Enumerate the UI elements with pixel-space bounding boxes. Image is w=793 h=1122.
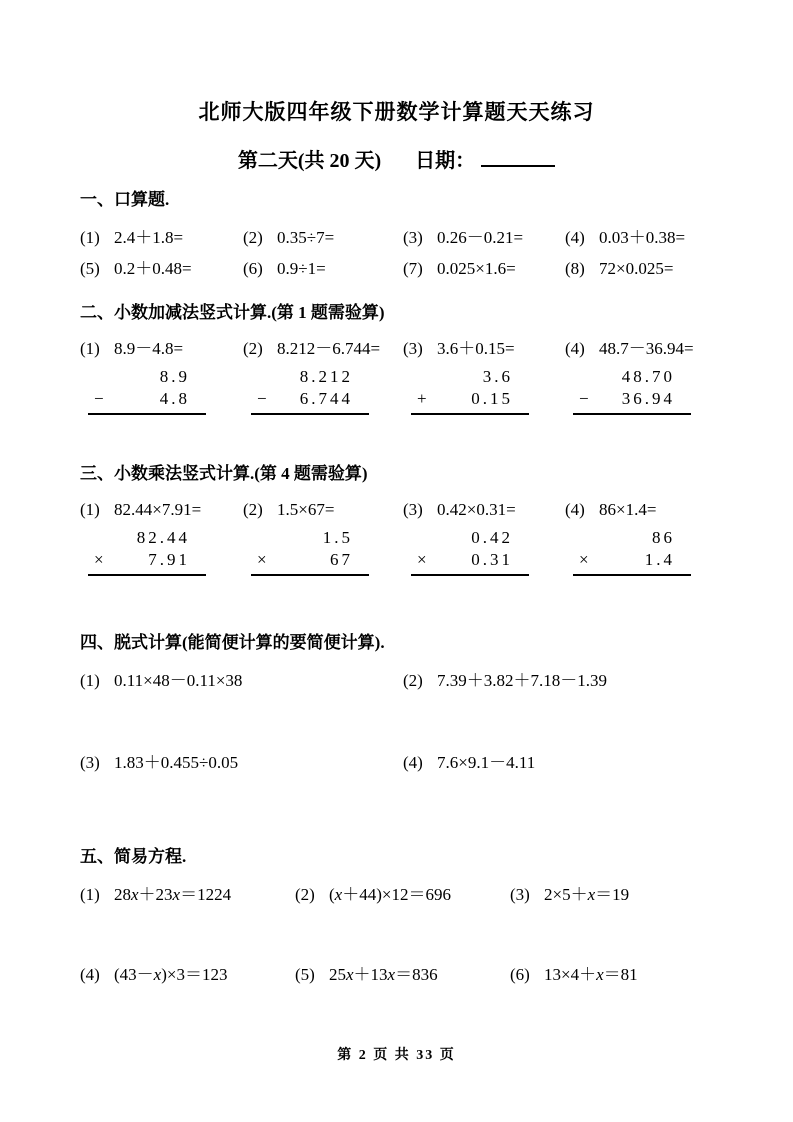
vcalc-bottom-row (411, 388, 529, 415)
problem-number: (4) (565, 339, 585, 358)
vcalc-operator: − (257, 389, 267, 408)
problem (80, 499, 243, 521)
vcalc-bottom-number: 4.8 (159, 389, 190, 408)
oral-row-2 (80, 258, 720, 280)
problem-number: (3) (403, 228, 423, 247)
problem (403, 227, 565, 249)
problem-expression: 0.2＋0.48= (114, 259, 192, 278)
problem-expression: 7.39＋3.82＋7.18－1.39 (437, 671, 607, 690)
problem (80, 227, 243, 249)
problem-number: (2) (243, 500, 263, 519)
problem-number: (1) (80, 671, 100, 690)
problem (243, 258, 403, 280)
vertical-calc-cell (565, 366, 720, 415)
problem-expression: 25x＋13x＝836 (329, 965, 438, 984)
vcalc-operator: + (417, 389, 427, 408)
problem (510, 884, 720, 906)
vcalc-bottom-row (573, 388, 691, 415)
problem-expression: 2.4＋1.8= (114, 228, 184, 247)
section-heading-mult: 三、小数乘法竖式计算.(第 4 题需验算) (80, 464, 368, 483)
problem-number: (1) (80, 339, 100, 358)
problem (80, 338, 243, 360)
vcalc-bottom-row (88, 549, 206, 576)
problem-expression: 0.11×48－0.11×38 (114, 671, 243, 690)
day-counter: 第二天(共 20 天) (237, 150, 382, 172)
problem-number: (5) (80, 259, 100, 278)
vcalc-operator: × (257, 550, 267, 569)
problem-expression: 0.025×1.6= (437, 259, 516, 278)
problem-expression: 0.42×0.31= (437, 500, 516, 519)
oral-row-1 (80, 227, 720, 249)
problem-expression: 0.26－0.21= (437, 228, 524, 247)
problem-number: (2) (243, 339, 263, 358)
vcalc-bottom-number: 1.4 (644, 550, 675, 569)
problem-expression: 2×5＋x＝19 (544, 885, 630, 904)
problem-expression: 1.5×67= (277, 500, 335, 519)
date-blank-line (481, 147, 555, 167)
vcalc-top-number: 8.212 (299, 367, 353, 386)
stepwise-row-1 (80, 670, 720, 692)
vertical-calculation (251, 527, 369, 576)
problem (403, 752, 720, 774)
mult-problems-row (80, 499, 720, 521)
vcalc-bottom-number: 67 (330, 550, 353, 569)
problem-number: (7) (403, 259, 423, 278)
vertical-calculation (88, 366, 206, 415)
vcalc-bottom-number: 7.91 (148, 550, 190, 569)
vcalc-bottom-number: 0.15 (471, 389, 513, 408)
problem-number: (2) (243, 228, 263, 247)
problem-number: (4) (403, 753, 423, 772)
problem-expression: 82.44×7.91= (114, 500, 202, 519)
vcalc-top-number: 86 (652, 528, 675, 547)
problem (565, 338, 720, 360)
problem-expression: 8.212－6.744= (277, 339, 381, 358)
page-number-footer: 第 2 页 共 33 页 (337, 1048, 456, 1063)
problem-number: (4) (80, 965, 100, 984)
vcalc-top-number: 3.6 (482, 367, 513, 386)
vcalc-operator: − (579, 389, 589, 408)
addsub-problems-row (80, 338, 720, 360)
vertical-calculation (573, 366, 691, 415)
vertical-calc-cell (243, 366, 403, 415)
problem (565, 499, 720, 521)
problem-number: (6) (510, 965, 530, 984)
vertical-calc-cell (403, 366, 565, 415)
section-heading-stepwise: 四、脱式计算(能简便计算的要简便计算). (80, 633, 385, 652)
problem (403, 258, 565, 280)
problem-number: (1) (80, 228, 100, 247)
problem-expression: 0.35÷7= (277, 228, 335, 247)
vertical-calculation (251, 366, 369, 415)
page-title: 北师大版四年级下册数学计算题天天练习 (198, 100, 595, 124)
problem-expression: 0.03＋0.38= (599, 228, 686, 247)
vcalc-top-number: 48.70 (621, 367, 675, 386)
vcalc-bottom-row (411, 549, 529, 576)
vertical-calculation (88, 527, 206, 576)
vertical-calc-cell (80, 527, 243, 576)
problem (403, 670, 720, 692)
equations-row-1 (80, 884, 720, 906)
vcalc-bottom-row (251, 388, 369, 415)
vcalc-operator: − (94, 389, 104, 408)
vcalc-bottom-number: 0.31 (471, 550, 513, 569)
problem-expression: (43－x)×3＝123 (114, 965, 228, 984)
problem (243, 227, 403, 249)
section-heading-addsub: 二、小数加减法竖式计算.(第 1 题需验算) (80, 303, 385, 322)
stepwise-row-2 (80, 752, 720, 774)
vcalc-bottom-row (573, 549, 691, 576)
problem-number: (5) (295, 965, 315, 984)
vcalc-operator: × (417, 550, 427, 569)
problem (80, 258, 243, 280)
problem-number: (4) (565, 228, 585, 247)
problem (565, 227, 720, 249)
problem-expression: 86×1.4= (599, 500, 657, 519)
vertical-calc-cell (80, 366, 243, 415)
vcalc-bottom-number: 6.744 (299, 389, 353, 408)
problem-expression: 0.9÷1= (277, 259, 326, 278)
problem (243, 338, 403, 360)
vertical-calculation (573, 527, 691, 576)
problem-expression: 8.9－4.8= (114, 339, 184, 358)
equations-row-2 (80, 964, 720, 986)
problem-number: (6) (243, 259, 263, 278)
vcalc-bottom-row (251, 549, 369, 576)
problem (295, 884, 510, 906)
problem-number: (3) (510, 885, 530, 904)
problem (80, 670, 403, 692)
mult-vertical-row (80, 527, 720, 576)
problem-expression: 28x＋23x＝1224 (114, 885, 232, 904)
vertical-calc-cell (243, 527, 403, 576)
problem (403, 338, 565, 360)
problem-expression: (x＋44)×12＝696 (329, 885, 451, 904)
problem-number: (1) (80, 500, 100, 519)
problem-expression: 3.6＋0.15= (437, 339, 515, 358)
vcalc-operator: × (579, 550, 589, 569)
section-heading-oral: 一、口算题. (80, 190, 170, 209)
vcalc-top-number: 1.5 (322, 528, 353, 547)
subtitle (0, 144, 793, 173)
vcalc-top-number: 82.44 (136, 528, 190, 547)
problem-number: (3) (403, 500, 423, 519)
problem-expression: 13×4＋x＝81 (544, 965, 638, 984)
vertical-calculation (411, 366, 529, 415)
vcalc-top-number: 0.42 (471, 528, 513, 547)
vcalc-bottom-row (88, 388, 206, 415)
vcalc-bottom-number: 36.94 (621, 389, 675, 408)
vertical-calc-cell (403, 527, 565, 576)
problem-expression: 72×0.025= (599, 259, 674, 278)
date-label: 日期： (415, 150, 476, 172)
problem (510, 964, 720, 986)
vertical-calc-cell (565, 527, 720, 576)
problem (80, 752, 403, 774)
section-heading-equations: 五、简易方程. (80, 847, 187, 866)
problem (565, 258, 720, 280)
problem-number: (3) (80, 753, 100, 772)
addsub-vertical-row (80, 366, 720, 415)
problem (403, 499, 565, 521)
vertical-calculation (411, 527, 529, 576)
problem (80, 884, 295, 906)
problem-number: (2) (403, 671, 423, 690)
problem-number: (3) (403, 339, 423, 358)
problem-number: (8) (565, 259, 585, 278)
problem-number: (2) (295, 885, 315, 904)
problem (80, 964, 295, 986)
problem-expression: 48.7－36.94= (599, 339, 694, 358)
vcalc-operator: × (94, 550, 104, 569)
problem-number: (4) (565, 500, 585, 519)
problem-number: (1) (80, 885, 100, 904)
vcalc-top-number: 8.9 (159, 367, 190, 386)
problem (243, 499, 403, 521)
problem-expression: 7.6×9.1－4.11 (437, 753, 536, 772)
problem (295, 964, 510, 986)
problem-expression: 1.83＋0.455÷0.05 (114, 753, 239, 772)
